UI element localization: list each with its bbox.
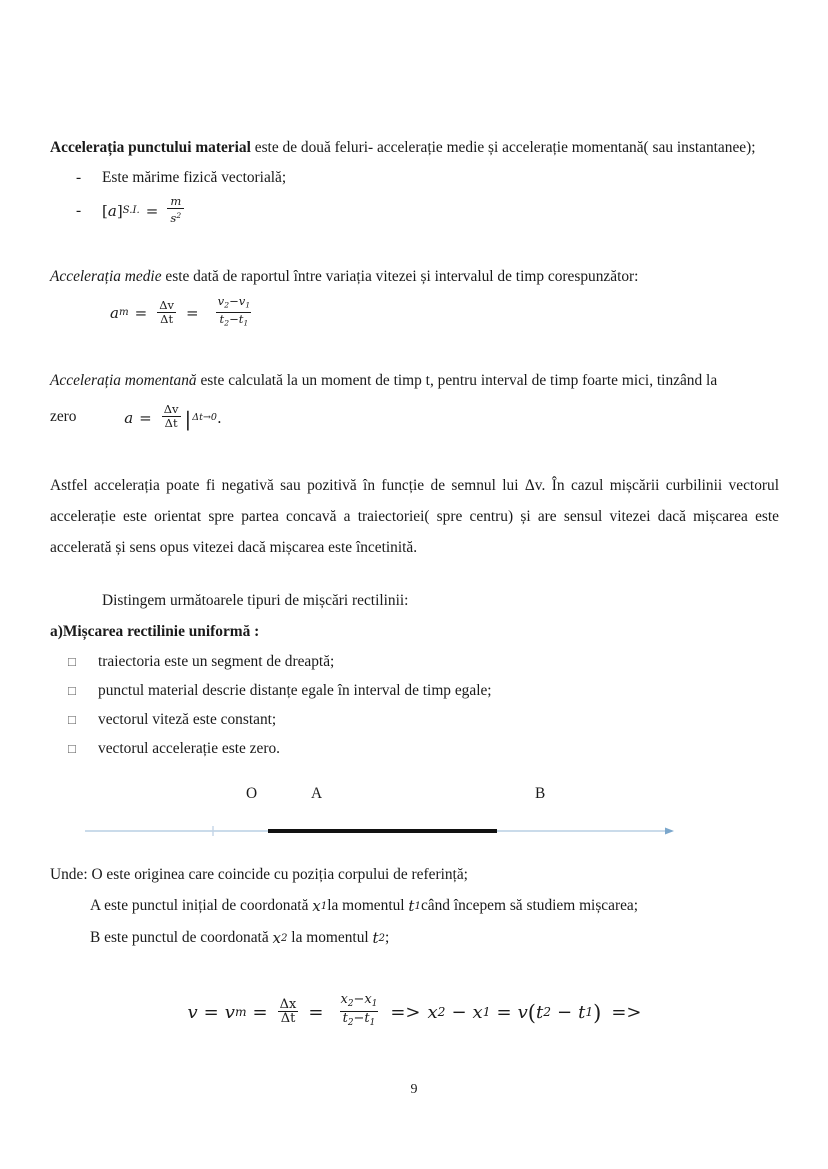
average-text: este dată de raportul între variația vitezei și intervalul de timp corespunzător: [161,268,639,285]
legend-b-text3: ; [385,928,390,946]
fraction-numerator: Δx [279,996,297,1012]
diagram-label-o: O [246,784,258,802]
si-unit-formula [102,192,187,230]
instant-formula-line [50,396,779,438]
x1: x [364,991,372,1007]
t-symbol: t [408,896,415,915]
x2-subscript: 2 [437,1004,446,1019]
implies-1: => [390,1001,421,1023]
si-den-exponent: 2 [176,211,182,221]
minus: − [229,311,239,326]
square-bullet-icon: □ [68,682,76,698]
equals-sign-2: = [186,304,199,323]
coord-x1 [312,891,327,922]
uniform-motion-list [50,647,779,763]
t2-sub: 2 [224,318,230,328]
t2-symbol: t [535,1001,544,1023]
page-content [50,132,779,1031]
types-intro: Distingem următoarele tipuri de mișcări rectilinii: [102,591,409,609]
si-den-base: s [170,210,177,225]
t-symbol: t [372,928,379,947]
average-formula-line [50,292,779,334]
instant-term: Accelerația momentană [50,372,197,390]
t1-sub: 1 [369,1017,376,1028]
legend-line-a [50,890,779,922]
number-line-diagram [50,785,779,847]
t2: t [219,311,225,326]
si-fraction [167,195,184,225]
axis-arrowhead-icon [665,827,674,834]
am-a: a [110,304,119,323]
t1: t [364,1010,370,1026]
list-item [50,192,779,230]
x2: x [340,991,348,1007]
v-symbol-2: v [517,1001,528,1023]
t2-sub: 2 [347,1017,354,1028]
period: . [216,408,222,427]
equals-sign-1: = [203,1001,219,1023]
minus-sign-2: − [556,1001,573,1023]
page-number: 9 [410,1082,418,1097]
intro-term: Accelerația punctului material [50,139,251,156]
fraction-denominator [340,1011,379,1030]
spacer [50,763,779,785]
fraction-denominator: Δt [278,1011,299,1025]
delta-v-over-delta-t [156,299,177,326]
coord-x2 [273,923,288,954]
legend-line-b [50,922,779,954]
legend-b-text1: B este punctul de coordonată [90,928,273,946]
list-item [50,705,779,734]
x2-symbol: x [427,1001,438,1023]
x-symbol: x [272,928,281,947]
time-t2 [373,923,386,954]
list-item [50,163,779,192]
si-subscript: S.I. [122,205,140,216]
minus: − [353,991,365,1007]
minus-sign: − [451,1001,467,1023]
si-denominator [167,208,184,225]
t2-subscript: 2 [543,1004,551,1019]
t-subscript: 1 [414,900,421,912]
list-item-label: Este mărime fizică vectorială; [102,169,287,186]
list-item [50,676,779,705]
v-symbol: v [187,1001,198,1023]
time-t1 [408,891,421,922]
minus: − [353,1010,365,1026]
list-item-label: traiectoria este un segment de dreaptă; [98,652,335,670]
average-acceleration-paragraph [50,261,779,292]
list-item [50,734,779,763]
legend-a-text2: la momentul [327,896,409,914]
bracket-close: ] [116,202,123,220]
instant-acceleration-paragraph [50,365,779,396]
bracket-open: [ [102,202,108,220]
list-item-label: punctul material descrie distanțe egale în interval de timp egale; [98,681,492,699]
t1-sub: 1 [243,318,249,328]
x-subscript: 2 [280,932,288,944]
list-item [50,647,779,676]
si-numerator: m [170,194,182,209]
velocity-difference-fraction [215,295,254,329]
position-difference-fraction [337,993,380,1030]
x2-sub: 2 [347,998,354,1009]
legend-a-text1: A este punctul inițial de coordonată [90,896,313,914]
legend-line-origin: Unde: O este originea care coincide cu poziția corpului de referință; [50,865,468,883]
average-acceleration-formula [110,292,256,334]
equals-sign-3: = [308,1001,324,1023]
instant-acceleration-formula: a = $\frac{\Delta v}{\Delta t}$ | Δt→0 . [124,397,222,439]
equals-sign-2: = [252,1001,268,1023]
spacer [50,847,779,859]
si-a: a [107,202,117,220]
square-bullet-icon: □ [68,740,76,756]
diagram-label-a: A [311,784,323,802]
x-subscript: 1 [320,900,328,912]
x1-subscript: 1 [482,1004,491,1019]
square-bullet-icon: □ [68,653,76,669]
dash-bullet: - [76,202,82,219]
t-subscript: 2 [378,932,386,944]
legend-b-text2: la momentul [287,928,373,946]
fraction-denominator [216,312,251,330]
equals-sign-1: = [134,304,148,323]
fraction-denominator: Δt [157,312,176,326]
equals-sign: = [145,202,159,220]
square-bullet-icon: □ [68,711,76,727]
fraction-numerator [337,993,380,1011]
t2: t [342,1010,348,1026]
t1: t [238,311,244,326]
velocity-formula-line [50,991,779,1031]
x1-sub: 1 [371,998,378,1009]
fraction-denominator: Δt [162,416,181,430]
implies-2: => [611,1001,642,1023]
am-subscript: m [118,307,129,319]
delta-v-over-delta-t [161,403,182,430]
v1-sub: 1 [245,300,251,310]
vm-subscript: m [234,1004,247,1019]
spacer [50,230,779,261]
diagram-point-labels [50,785,779,811]
diagram-axis [50,821,779,841]
v1: v [238,294,246,309]
t1-subscript: 1 [585,1004,594,1019]
equals-sign: = [139,408,152,427]
inst-a: a [124,408,134,427]
zero-word: zero [50,408,77,426]
properties-list [50,163,779,230]
spacer [50,563,779,585]
delta-x-over-delta-t [277,998,300,1025]
v2: v [217,294,225,309]
discussion-paragraph: Astfel accelerația poate fi negativă sau pozitivă în funcție de semnul lui Δv. În cazul mișcării curbilinii vectorul accelerație este orientat spre partea concavă a traiectoriei( spre centru) și are sensul vitezei dacă mișcarea este accelerată și sens opus vitezei dacă mișcarea este încetinită. [50,476,779,556]
velocity-formula: v = v m = $\frac{\Delta x}{\Delta t}$ = $\frac{x_2-x_1}{t_2-t_1}$ => x 2 − x 1 = v ( t 2 − t 1 ) => [187,991,642,1028]
average-term: Accelerația medie [50,268,162,285]
equals-sign-4: = [496,1001,512,1023]
v2-sub: 2 [224,300,230,310]
fraction-numerator: Δv [159,297,175,312]
intro-paragraph [50,132,779,163]
list-item-label: vectorul accelerație este zero. [98,739,280,757]
t1-symbol: t [578,1001,586,1023]
x-symbol: x [312,896,321,915]
spacer [50,954,779,994]
minus: − [229,294,239,309]
vm-symbol: v [224,1001,235,1023]
list-item-label: vectorul viteză este constant; [98,710,277,728]
fraction-numerator: Δv [163,402,179,417]
intro-text: este de două feluri- accelerație medie și accelerație momentană( sau instantanee); [250,139,756,156]
instant-text: este calculată la un moment de timp t, pentru interval de timp foarte mici, tinzând la [196,372,718,390]
axis-svg [50,821,779,841]
x1-symbol: x [472,1001,483,1023]
diagram-label-b: B [535,784,546,802]
types-heading: a)Mișcarea rectilinie uniformă : [50,622,260,640]
fraction-numerator [215,295,254,312]
legend-a-text3: când începem să studiem mișcarea; [420,896,639,914]
limit-subscript: Δt→0 [192,411,217,423]
spacer [50,439,779,470]
dash-bullet: - [76,169,82,186]
spacer [50,334,779,365]
